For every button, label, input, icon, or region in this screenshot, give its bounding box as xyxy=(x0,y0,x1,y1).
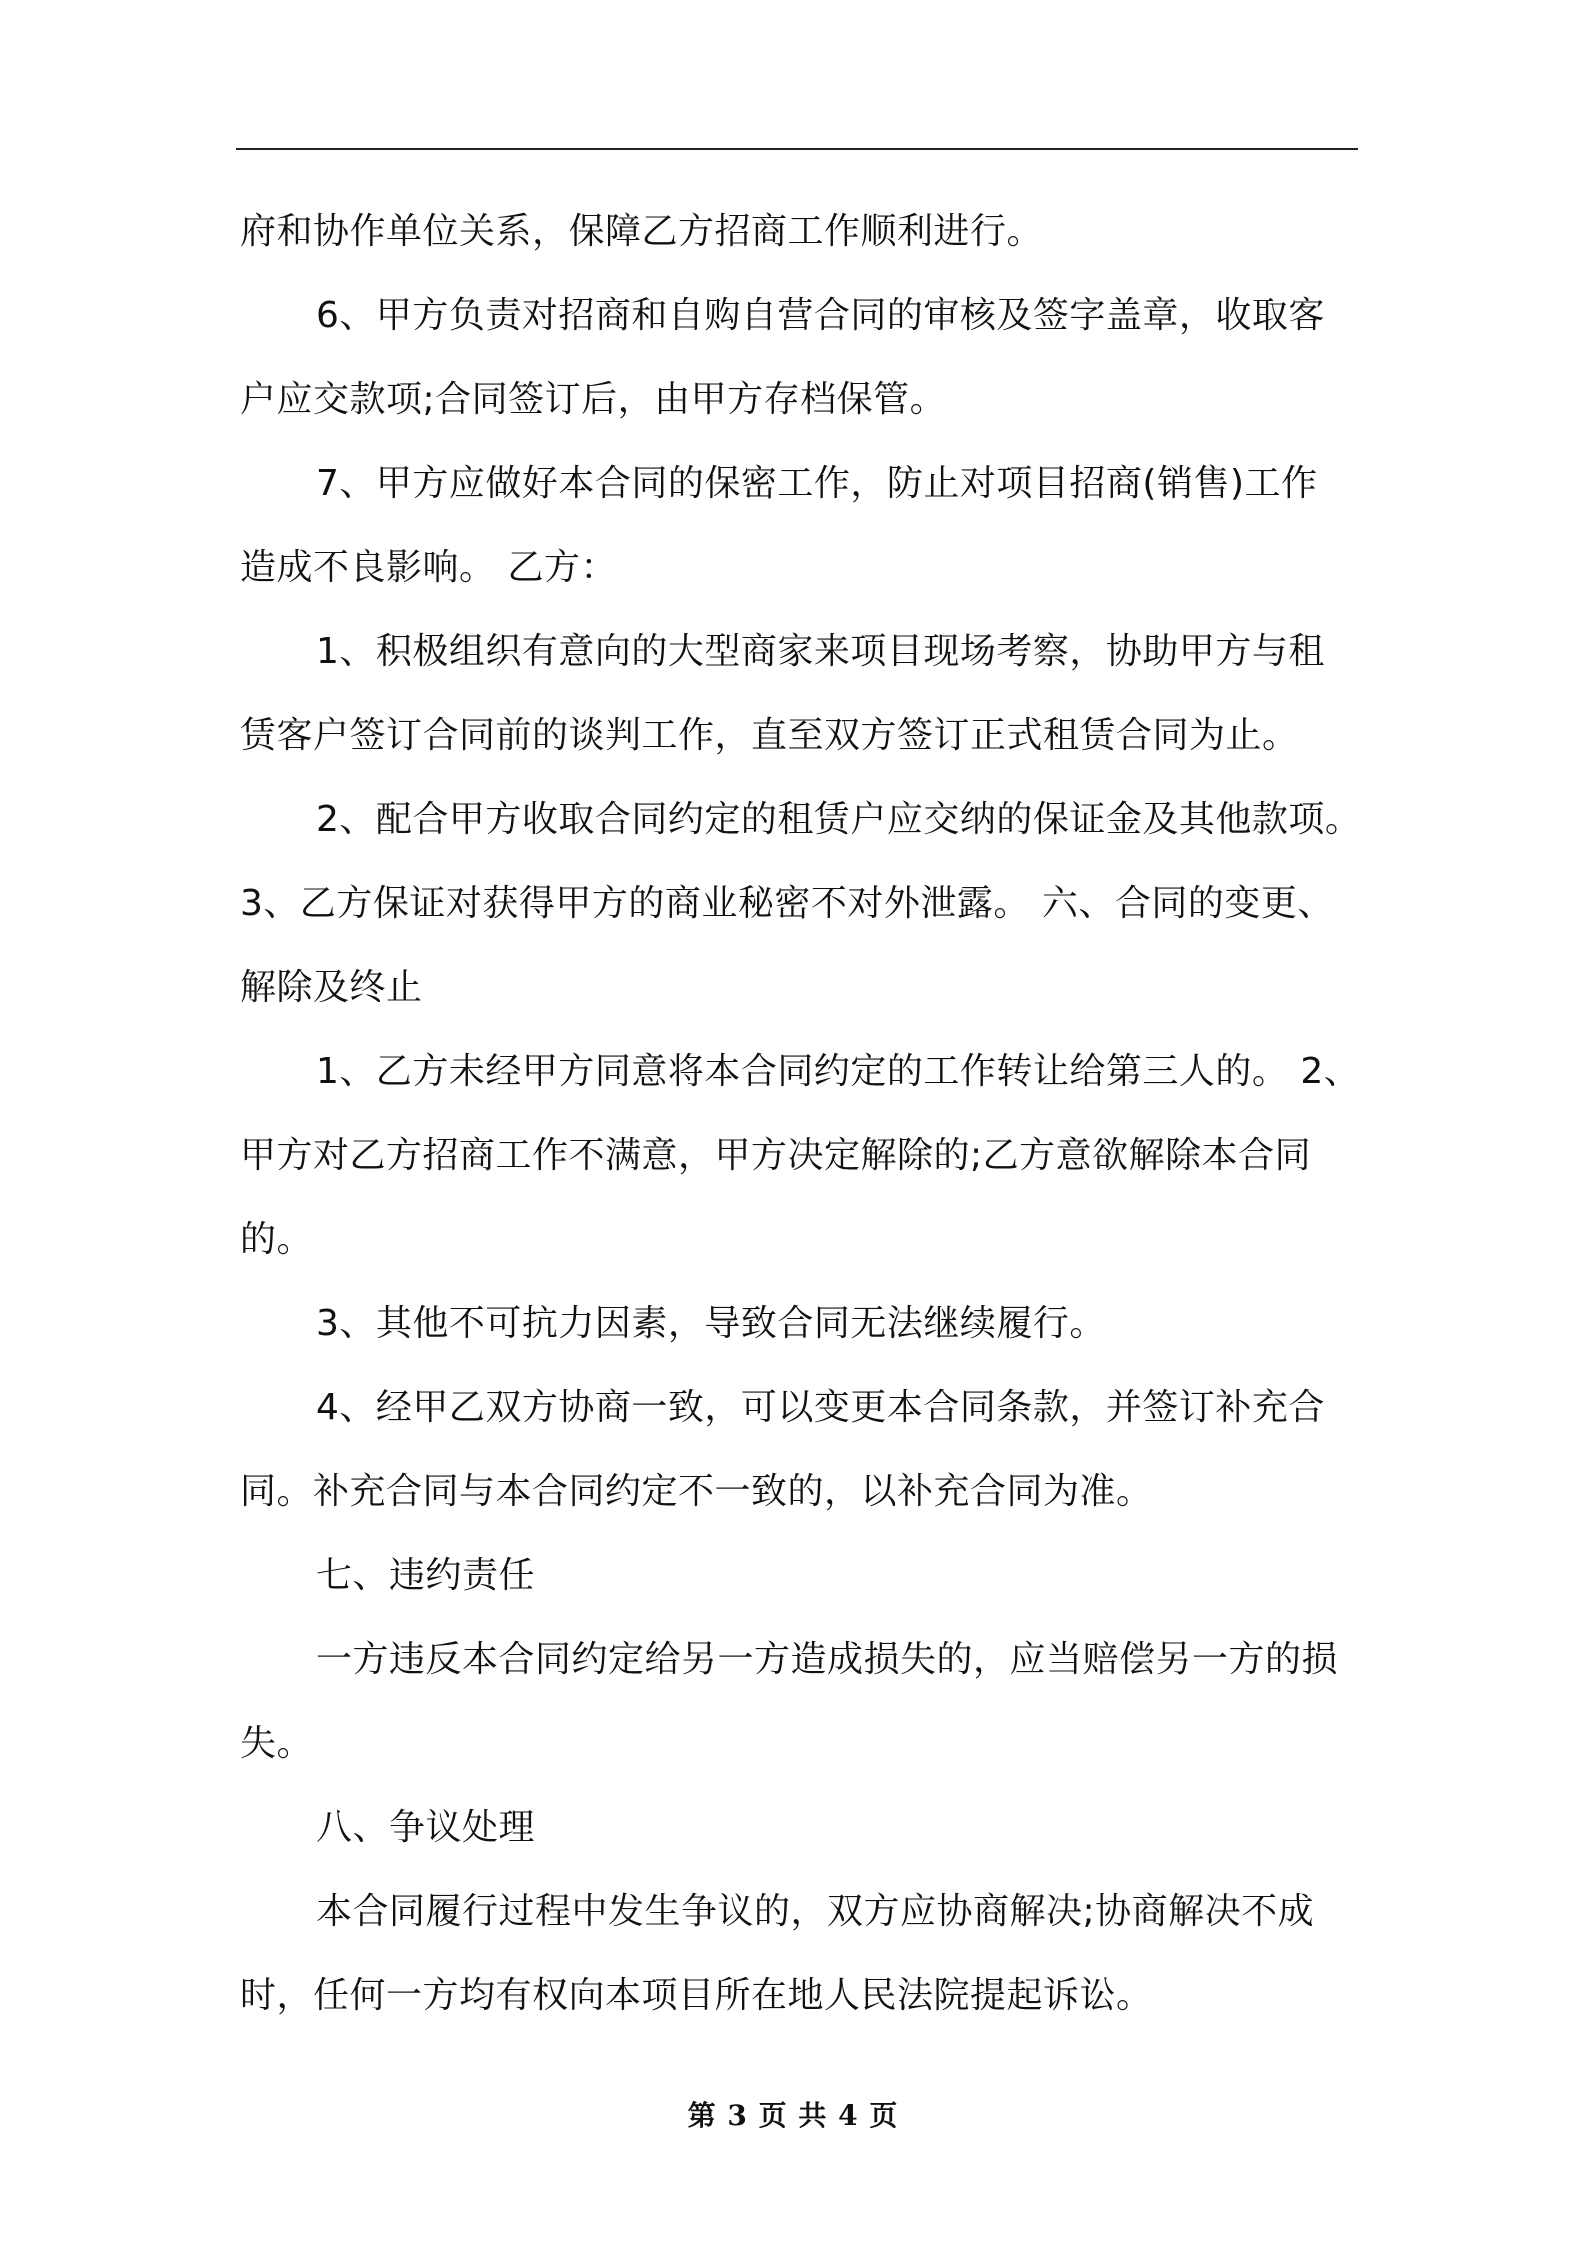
text-line: 时，任何一方均有权向本项目所在地人民法院提起诉讼。 xyxy=(240,1975,1153,2016)
document-body xyxy=(240,190,1365,2038)
text-line: 造成不良影响。 乙方： xyxy=(240,547,617,588)
text-line: 4、经甲乙双方协商一致，可以变更本合同条款，并签订补充合 xyxy=(316,1387,1325,1428)
text-line: 甲方对乙方招商工作不满意，甲方决定解除的;乙方意欲解除本合同 xyxy=(240,1135,1312,1176)
text-line: 3、其他不可抗力因素，导致合同无法继续履行。 xyxy=(316,1303,1106,1344)
section-heading: 八、争议处理 xyxy=(316,1807,536,1848)
text-line: 3、乙方保证对获得甲方的商业秘密不对外泄露。 六、合同的变更、 xyxy=(240,883,1334,924)
text-line: 户应交款项;合同签订后，由甲方存档保管。 xyxy=(240,379,947,420)
text-line: 的。 xyxy=(240,1219,314,1260)
text-line: 本合同履行过程中发生争议的，双方应协商解决;协商解决不成 xyxy=(316,1891,1315,1932)
section-heading: 七、违约责任 xyxy=(316,1555,536,1596)
text-line: 2、配合甲方收取合同约定的租赁户应交纳的保证金及其他款项。 xyxy=(316,799,1362,840)
page-number: 第 3 页 共 4 页 xyxy=(687,2099,899,2132)
text-line: 失。 xyxy=(240,1723,314,1764)
header-rule xyxy=(236,148,1358,150)
text-line: 解除及终止 xyxy=(240,967,423,1008)
text-line: 1、积极组织有意向的大型商家来项目现场考察，协助甲方与租 xyxy=(316,631,1325,672)
text-line: 赁客户签订合同前的谈判工作，直至双方签订正式租赁合同为止。 xyxy=(240,715,1299,756)
text-line: 同。补充合同与本合同约定不一致的，以补充合同为准。 xyxy=(240,1471,1153,1512)
text-line: 一方违反本合同约定给另一方造成损失的，应当赔偿另一方的损 xyxy=(316,1639,1339,1680)
text-line: 6、甲方负责对招商和自购自营合同的审核及签字盖章，收取客 xyxy=(316,295,1325,336)
text-line: 府和协作单位关系，保障乙方招商工作顺利进行。 xyxy=(240,211,1044,252)
text-line: 7、甲方应做好本合同的保密工作，防止对项目招商(销售)工作 xyxy=(316,463,1318,504)
text-line: 1、乙方未经甲方同意将本合同约定的工作转让给第三人的。 2、 xyxy=(316,1051,1361,1092)
